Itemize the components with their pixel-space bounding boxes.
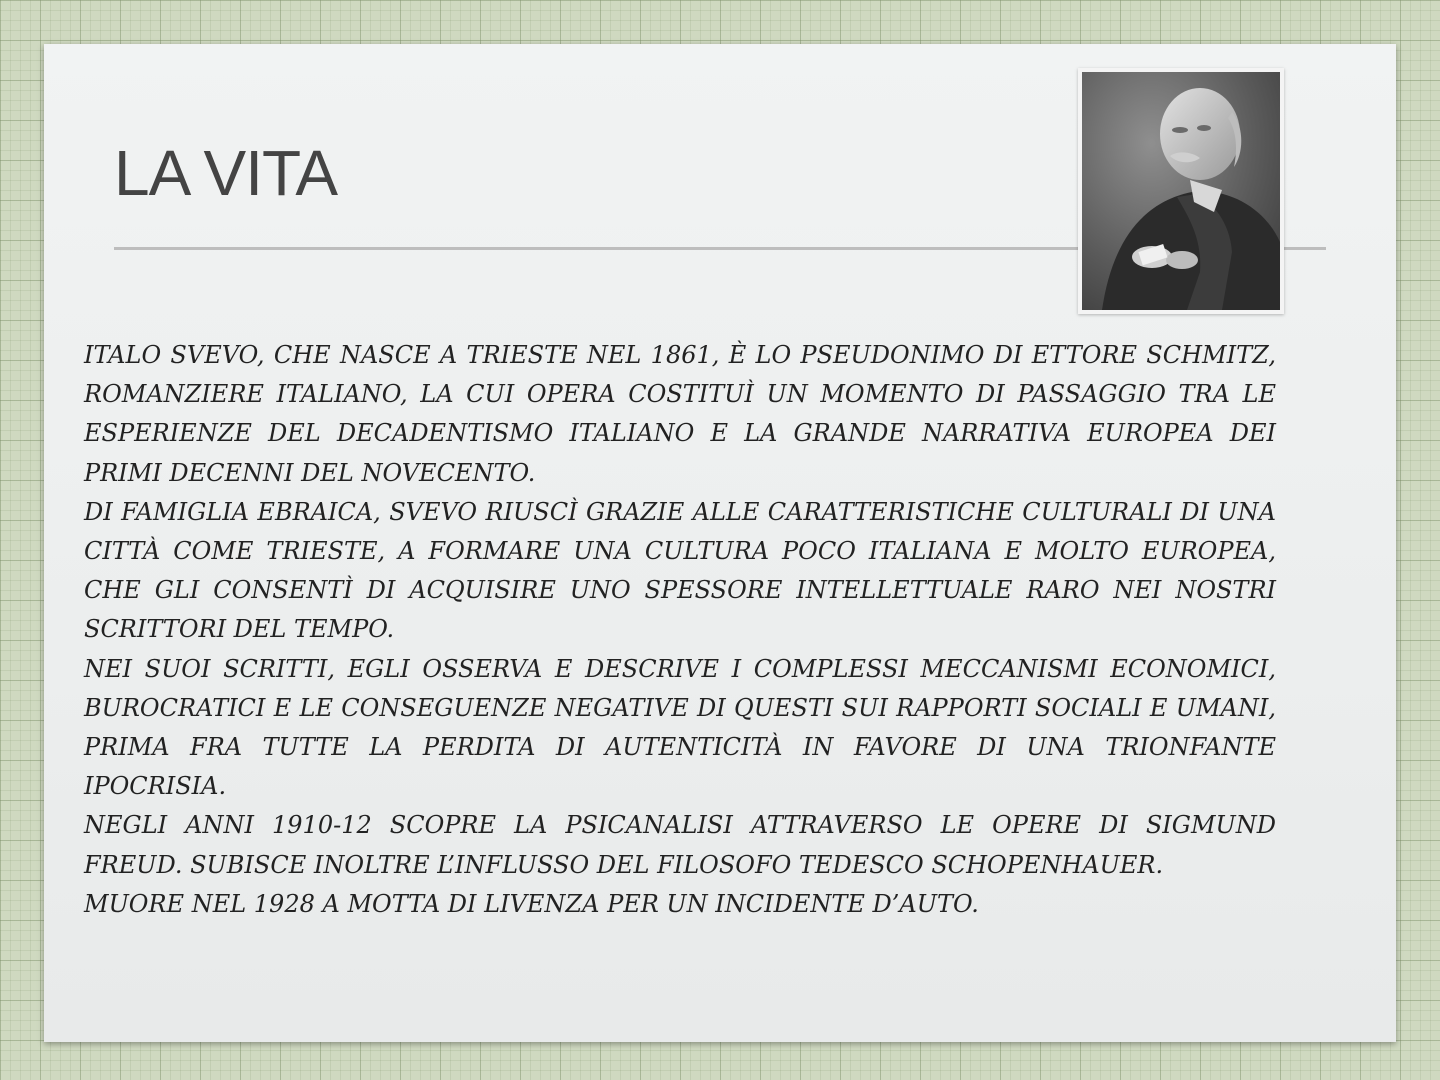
portrait-photo [1078, 68, 1284, 314]
paragraph-writings: NEI SUOI SCRITTI, EGLI OSSERVA E DESCRIVE I COMPLESSI MECCANISMI ECONOMICI, BUROCRATICI E LE CONSEGUENZE NEGATIVE DI QUESTI SUI RAPPORTI SOCIALI E UMANI, PRIMA FRA TUTTE LA PERDITA DI AUTENTICITÀ IN FAVORE DI UNA TRIONFANTE IPOCRISIA. [84, 654, 1276, 801]
paragraph-psychoanalysis: NEGLI ANNI 1910-12 SCOPRE LA PSICANALISI ATTRAVERSO LE OPERE DI SIGMUND FREUD. SUBISCE INOLTRE L’INFLUSSO DEL FILOSOFO TEDESCO SCHOPENHAUER. [84, 811, 1276, 879]
slide-title: LA VITA [114, 137, 338, 209]
paragraph-birth: ITALO SVEVO, CHE NASCE A TRIESTE NEL 1861, È LO PSEUDONIMO DI ETTORE SCHMITZ, ROMANZIERE ITALIANO, LA CUI OPERA COSTITUÌ UN MOMENTO DI PASSAGGIO TRA LE ESPERIENZE DEL DECADENTISMO ITALIANO E LA GRANDE NARRATIVA EUROPEA DEI PRIMI DECENNI DEL NOVECENTO. [84, 341, 1276, 487]
body-text [84, 336, 1276, 924]
paragraph-family: DI FAMIGLIA EBRAICA, SVEVO RIUSCÌ GRAZIE ALLE CARATTERISTICHE CULTURALI DI UNA CITTÀ COME TRIESTE, A FORMARE UNA CULTURA POCO ITALIANA E MOLTO EUROPEA, CHE GLI CONSENTÌ DI ACQUISIRE UNO SPESSORE INTELLETTUALE RARO NEI NOSTRI SCRITTORI DEL TEMPO. [84, 497, 1276, 644]
paragraph-death: MUORE NEL 1928 A MOTTA DI LIVENZA PER UN INCIDENTE D’AUTO. [84, 889, 979, 918]
slide [44, 44, 1396, 1042]
